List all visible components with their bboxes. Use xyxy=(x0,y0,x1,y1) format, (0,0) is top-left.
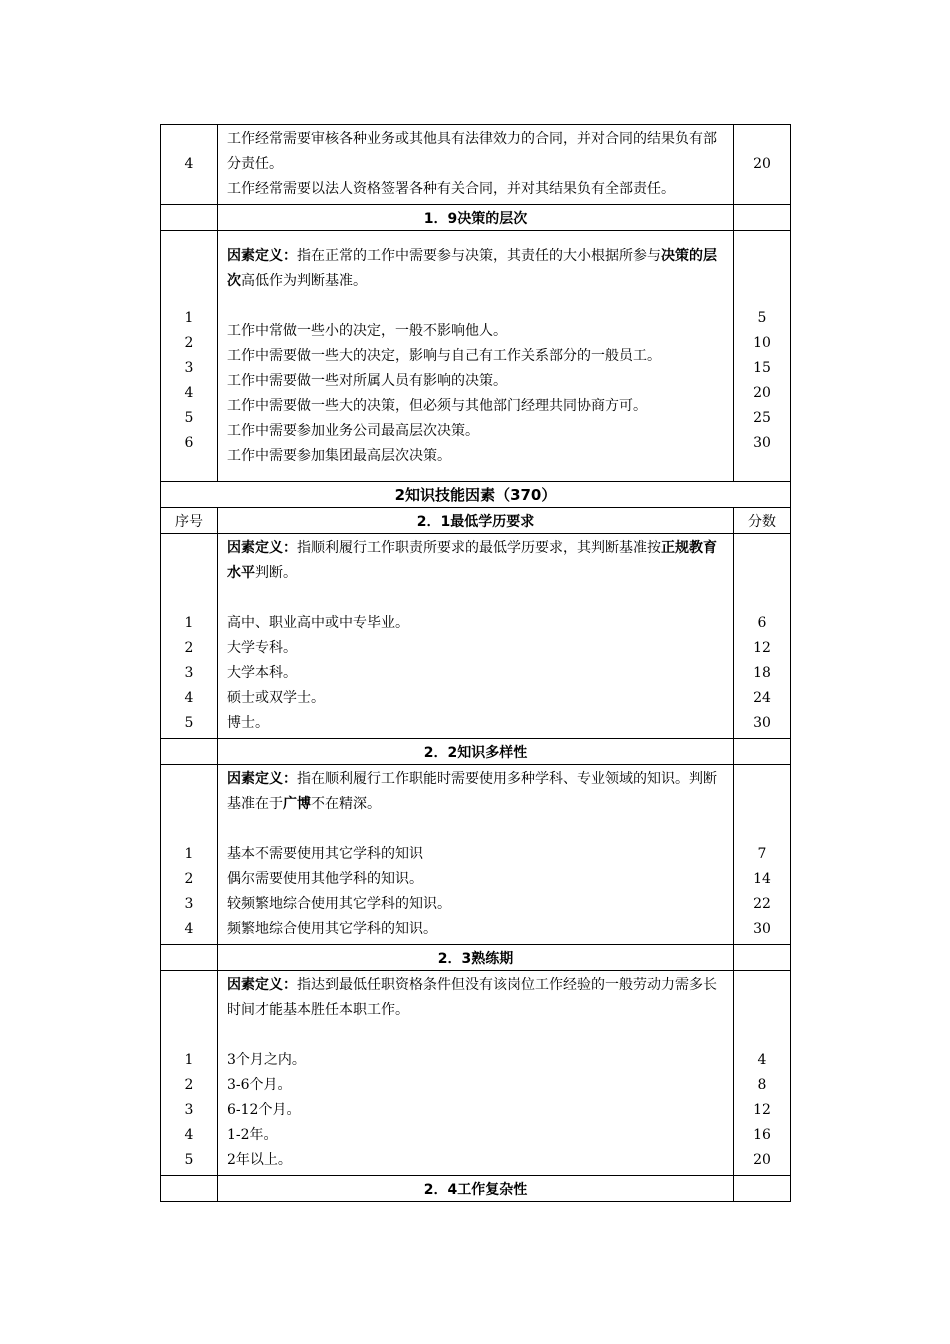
factor-title: 2．2知识多样性 xyxy=(218,739,734,765)
level-no: 1 xyxy=(184,846,194,862)
factor-body-row-2-2 xyxy=(161,765,791,945)
level-score: 30 xyxy=(753,435,771,451)
item-score: 20 xyxy=(734,125,791,205)
level-score: 5 xyxy=(757,310,767,326)
level-no: 1 xyxy=(184,615,194,631)
factor-content xyxy=(218,231,734,482)
definition-text: 指顺利履行工作职责所要求的最低学历要求，其判断基准按 xyxy=(297,540,661,556)
level-score: 10 xyxy=(753,335,771,351)
level-scores xyxy=(734,971,791,1176)
level-item: 博士。 xyxy=(227,715,269,731)
definition-label: 因素定义： xyxy=(227,771,297,787)
level-item: 工作中需要做一些对所属人员有影响的决策。 xyxy=(227,372,507,389)
level-no: 6 xyxy=(184,435,194,451)
definition-label: 因素定义： xyxy=(227,977,297,993)
factor-title: 2．1最低学历要求 xyxy=(218,508,734,534)
level-no: 2 xyxy=(184,335,194,351)
level-item: 工作中需要做一些大的决定，影响与自己有工作关系部分的一般员工。 xyxy=(227,347,661,364)
item-line-1: 工作经常需要审核各种业务或其他具有法律效力的合同，并对合同的结果负有部分责任。 xyxy=(227,131,717,172)
level-item: 2年以上。 xyxy=(227,1152,292,1168)
level-item: 工作中常做一些小的决定，一般不影响他人。 xyxy=(227,322,507,339)
factor-title-row-2-4 xyxy=(161,1176,791,1202)
level-score: 14 xyxy=(753,871,771,887)
definition-text: 指达到最低任职资格条件但没有该岗位工作经验的一般劳动力需多长时间才能基本胜任本职工作。 xyxy=(227,977,717,1018)
level-no: 5 xyxy=(184,1152,194,1168)
level-no: 3 xyxy=(184,665,194,681)
factor-definition xyxy=(227,973,727,1023)
level-numbers xyxy=(161,231,218,482)
factor-definition xyxy=(227,244,727,294)
level-item: 偶尔需要使用其他学科的知识。 xyxy=(227,871,423,887)
item-line-2: 工作经常需要以法人资格签署各种有关合同，并对其结果负有全部责任。 xyxy=(227,181,675,197)
job-evaluation-table xyxy=(160,124,791,1202)
level-no: 4 xyxy=(184,690,194,706)
level-item: 工作中需要参加集团最高层次决策。 xyxy=(227,447,451,464)
table-row-prev-item-4 xyxy=(161,125,791,205)
level-score: 6 xyxy=(757,615,767,631)
level-score: 15 xyxy=(753,360,771,376)
level-no: 4 xyxy=(184,1127,194,1143)
factor-title-row-2-3 xyxy=(161,945,791,971)
level-item: 频繁地综合使用其它学科的知识。 xyxy=(227,921,437,937)
level-item: 6-12个月。 xyxy=(227,1102,301,1118)
level-no: 3 xyxy=(184,1102,194,1118)
level-item: 3-6个月。 xyxy=(227,1077,292,1093)
factor-title: 2．3熟练期 xyxy=(218,945,734,971)
level-item: 硕士或双学士。 xyxy=(227,690,325,706)
level-score: 18 xyxy=(753,665,771,681)
level-item: 3个月之内。 xyxy=(227,1052,306,1068)
level-item: 高中、职业高中或中专毕业。 xyxy=(227,615,409,631)
level-no: 2 xyxy=(184,640,194,656)
definition-label: 因素定义： xyxy=(227,247,297,264)
level-no: 4 xyxy=(184,385,194,401)
level-score: 24 xyxy=(753,690,771,706)
column-header-no: 序号 xyxy=(161,508,218,534)
factor-title: 2．4工作复杂性 xyxy=(218,1176,734,1202)
level-score: 20 xyxy=(753,1152,771,1168)
level-no: 1 xyxy=(184,1052,194,1068)
level-score: 8 xyxy=(757,1077,767,1093)
level-score: 7 xyxy=(757,846,767,862)
definition-emphasis: 决策的层次 xyxy=(227,247,717,289)
item-text xyxy=(218,125,734,205)
level-numbers xyxy=(161,765,218,945)
level-no: 5 xyxy=(184,715,194,731)
level-item: 1-2年。 xyxy=(227,1127,278,1143)
level-score: 25 xyxy=(753,410,771,426)
definition-text: 指在正常的工作中需要参与决策，其责任的大小根据所参与 xyxy=(297,247,661,264)
level-item: 工作中需要参加业务公司最高层次决策。 xyxy=(227,422,479,439)
factor-body-row-2-1 xyxy=(161,534,791,739)
definition-text-end: 不在精深。 xyxy=(311,796,381,812)
factor-body-row-2-3 xyxy=(161,971,791,1176)
level-score: 30 xyxy=(753,921,771,937)
factor-title: 1．9决策的层次 xyxy=(218,205,734,231)
factor-content xyxy=(218,765,734,945)
level-item: 大学专科。 xyxy=(227,640,297,656)
factor-definition xyxy=(227,767,727,817)
level-item: 基本不需要使用其它学科的知识 xyxy=(227,846,423,862)
definition-label: 因素定义： xyxy=(227,540,297,556)
factor-content xyxy=(218,971,734,1176)
level-item: 大学本科。 xyxy=(227,665,297,681)
level-score: 12 xyxy=(753,1102,771,1118)
level-numbers xyxy=(161,971,218,1176)
factor-title-row-2-1 xyxy=(161,508,791,534)
definition-emphasis: 正规教育水平 xyxy=(227,540,717,581)
level-no: 3 xyxy=(184,360,194,376)
definition-text-end: 判断。 xyxy=(255,565,297,581)
level-item: 工作中需要做一些大的决策，但必须与其他部门经理共同协商方可。 xyxy=(227,397,647,414)
level-no: 1 xyxy=(184,310,194,326)
level-no: 2 xyxy=(184,1077,194,1093)
definition-emphasis: 广博 xyxy=(283,796,311,812)
factor-definition xyxy=(227,536,727,586)
factor-content xyxy=(218,534,734,739)
level-score: 30 xyxy=(753,715,771,731)
level-score: 12 xyxy=(753,640,771,656)
level-scores xyxy=(734,231,791,482)
section-title-row xyxy=(161,482,791,508)
level-no: 4 xyxy=(184,921,194,937)
level-scores xyxy=(734,765,791,945)
section-title: 2知识技能因素（370） xyxy=(161,482,791,508)
column-header-score: 分数 xyxy=(734,508,791,534)
level-score: 20 xyxy=(753,385,771,401)
level-score: 22 xyxy=(753,896,771,912)
level-no: 3 xyxy=(184,896,194,912)
definition-text: 指在顺利履行工作职能时需要使用多种学科、专业领域的知识。判断基准在于 xyxy=(227,771,717,812)
level-score: 16 xyxy=(753,1127,771,1143)
item-number: 4 xyxy=(161,125,218,205)
level-scores xyxy=(734,534,791,739)
level-score: 4 xyxy=(757,1052,767,1068)
factor-title-row-2-2 xyxy=(161,739,791,765)
level-no: 5 xyxy=(184,410,194,426)
level-no: 2 xyxy=(184,871,194,887)
factor-title-row-1-9 xyxy=(161,205,791,231)
factor-body-row-1-9 xyxy=(161,231,791,482)
level-numbers xyxy=(161,534,218,739)
level-item: 较频繁地综合使用其它学科的知识。 xyxy=(227,896,451,912)
definition-text-end: 高低作为判断基准。 xyxy=(241,272,367,289)
